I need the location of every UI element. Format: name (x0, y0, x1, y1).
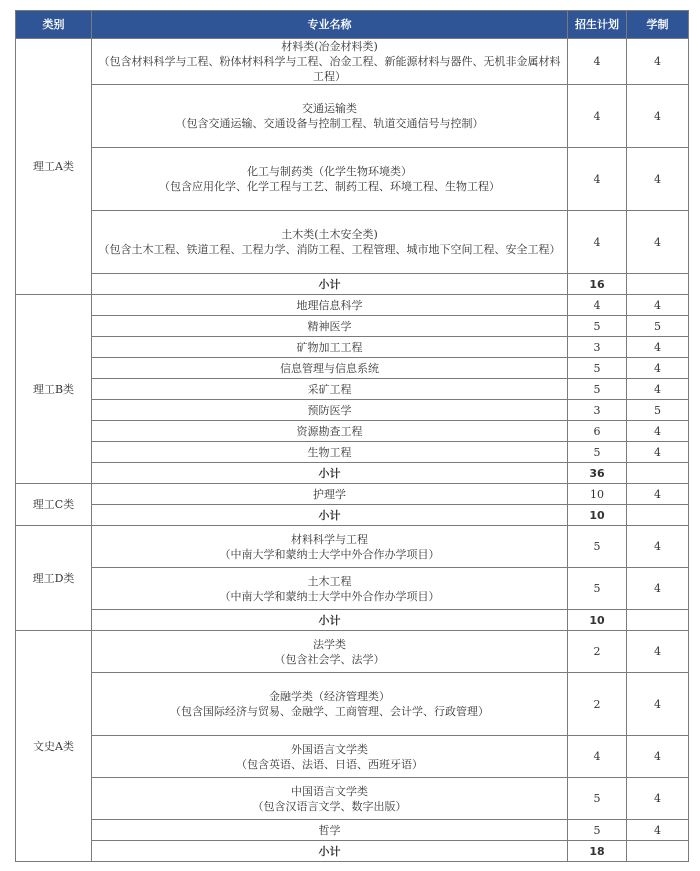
subtotal-empty (627, 463, 689, 484)
table-row (16, 673, 689, 736)
major-name: 土木工程 (307, 574, 352, 588)
plan-cell: 5 (568, 442, 627, 463)
category-cell: 理工A类 (16, 39, 92, 295)
major-name: 外国语言文学类 (291, 742, 368, 756)
major-desc: （包含土木工程、铁道工程、工程力学、消防工程、工程管理、城市地下空间工程、安全工程） (98, 243, 561, 256)
subtotal-value: 18 (568, 841, 627, 862)
major-cell: 采矿工程 (92, 379, 568, 400)
table-row (16, 400, 689, 421)
major-cell: 精神医学 (92, 316, 568, 337)
subtotal-row (16, 274, 689, 295)
major-cell (92, 148, 568, 211)
subtotal-label: 小计 (92, 841, 568, 862)
category-cell: 理工C类 (16, 484, 92, 526)
table-row (16, 568, 689, 610)
major-name: 材料科学与工程 (291, 532, 368, 546)
major-name: 土木类(土木安全类) (281, 228, 378, 241)
plan-cell: 4 (568, 39, 627, 85)
subtotal-value: 10 (568, 610, 627, 631)
major-desc: （包含社会学、法学） (274, 652, 385, 666)
table-row (16, 148, 689, 211)
subtotal-value: 16 (568, 274, 627, 295)
category-cell: 理工D类 (16, 526, 92, 631)
major-desc: （包含汉语言文学、数字出版） (252, 799, 407, 813)
major-cell (92, 631, 568, 673)
major-cell: 资源勘查工程 (92, 421, 568, 442)
years-cell: 4 (627, 379, 689, 400)
subtotal-label: 小计 (92, 274, 568, 295)
years-cell: 5 (627, 400, 689, 421)
table-row (16, 379, 689, 400)
plan-cell: 10 (568, 484, 627, 505)
subtotal-value: 10 (568, 505, 627, 526)
years-cell: 4 (627, 39, 689, 85)
table-row (16, 295, 689, 316)
years-cell: 4 (627, 295, 689, 316)
years-cell: 4 (627, 820, 689, 841)
years-cell: 4 (627, 736, 689, 778)
major-name: 化工与制药类（化学生物环境类） (247, 165, 412, 178)
plan-cell: 5 (568, 358, 627, 379)
subtotal-empty (627, 841, 689, 862)
major-name: 法学类 (313, 637, 346, 651)
plan-cell: 4 (568, 211, 627, 274)
subtotal-row (16, 841, 689, 862)
major-cell (92, 85, 568, 148)
major-name: 金融学类（经济管理类） (269, 690, 390, 703)
years-cell: 4 (627, 673, 689, 736)
years-cell: 4 (627, 337, 689, 358)
major-desc: （包含国际经济与贸易、金融学、工商管理、会计学、行政管理） (170, 705, 489, 718)
years-cell: 4 (627, 568, 689, 610)
years-cell: 4 (627, 421, 689, 442)
years-cell: 4 (627, 526, 689, 568)
header-category: 类别 (16, 11, 92, 39)
years-cell: 4 (627, 778, 689, 820)
major-cell: 信息管理与信息系统 (92, 358, 568, 379)
subtotal-empty (627, 610, 689, 631)
years-cell: 5 (627, 316, 689, 337)
plan-cell: 3 (568, 337, 627, 358)
years-cell: 4 (627, 442, 689, 463)
plan-cell: 6 (568, 421, 627, 442)
major-cell (92, 736, 568, 778)
subtotal-label: 小计 (92, 610, 568, 631)
years-cell: 4 (627, 358, 689, 379)
major-desc: （包含材料科学与工程、粉体材料科学与工程、冶金工程、新能源材料与器件、无机非金属材料工程） (98, 55, 561, 83)
plan-cell: 4 (568, 736, 627, 778)
table-row (16, 484, 689, 505)
major-desc: （包含英语、法语、日语、西班牙语） (236, 757, 423, 771)
plan-cell: 3 (568, 400, 627, 421)
major-cell (92, 673, 568, 736)
major-cell: 预防医学 (92, 400, 568, 421)
table-row (16, 358, 689, 379)
plan-cell: 5 (568, 526, 627, 568)
table-row (16, 421, 689, 442)
subtotal-label: 小计 (92, 505, 568, 526)
table-row (16, 526, 689, 568)
major-desc: （包含交通运输、交通设备与控制工程、轨道交通信号与控制） (175, 117, 484, 130)
major-cell: 地理信息科学 (92, 295, 568, 316)
major-cell: 护理学 (92, 484, 568, 505)
plan-cell: 2 (568, 673, 627, 736)
subtotal-row (16, 505, 689, 526)
plan-cell: 5 (568, 568, 627, 610)
header-plan: 招生计划 (568, 11, 627, 39)
table-row (16, 39, 689, 85)
years-cell: 4 (627, 211, 689, 274)
subtotal-value: 36 (568, 463, 627, 484)
major-cell (92, 568, 568, 610)
plan-cell: 2 (568, 631, 627, 673)
category-cell: 理工B类 (16, 295, 92, 484)
subtotal-row (16, 463, 689, 484)
subtotal-label: 小计 (92, 463, 568, 484)
plan-cell: 5 (568, 778, 627, 820)
major-desc: （中南大学和蒙纳士大学中外合作办学项目） (219, 547, 440, 561)
subtotal-empty (627, 505, 689, 526)
subtotal-row (16, 610, 689, 631)
table-row (16, 442, 689, 463)
table-row (16, 736, 689, 778)
table-row (16, 316, 689, 337)
plan-cell: 4 (568, 148, 627, 211)
table-row (16, 631, 689, 673)
major-cell (92, 211, 568, 274)
major-name: 交通运输类 (302, 102, 357, 115)
years-cell: 4 (627, 484, 689, 505)
table-row (16, 778, 689, 820)
table-row (16, 85, 689, 148)
major-cell: 生物工程 (92, 442, 568, 463)
subtotal-empty (627, 274, 689, 295)
enrollment-table (15, 10, 689, 862)
major-cell: 矿物加工工程 (92, 337, 568, 358)
table-row (16, 820, 689, 841)
table-row (16, 211, 689, 274)
header-years: 学制 (627, 11, 689, 39)
major-name: 材料类(冶金材料类) (281, 40, 378, 53)
major-cell (92, 526, 568, 568)
major-cell: 哲学 (92, 820, 568, 841)
category-cell: 文史A类 (16, 631, 92, 862)
table-row (16, 337, 689, 358)
major-desc: （中南大学和蒙纳士大学中外合作办学项目） (219, 589, 440, 603)
years-cell: 4 (627, 85, 689, 148)
plan-cell: 4 (568, 295, 627, 316)
plan-cell: 5 (568, 820, 627, 841)
major-cell (92, 778, 568, 820)
years-cell: 4 (627, 148, 689, 211)
plan-cell: 5 (568, 379, 627, 400)
years-cell: 4 (627, 631, 689, 673)
header-major: 专业名称 (92, 11, 568, 39)
major-desc: （包含应用化学、化学工程与工艺、制药工程、环境工程、生物工程） (159, 180, 500, 193)
plan-cell: 5 (568, 316, 627, 337)
major-cell (92, 39, 568, 85)
major-name: 中国语言文学类 (291, 784, 368, 798)
header-row (16, 11, 689, 39)
plan-cell: 4 (568, 85, 627, 148)
